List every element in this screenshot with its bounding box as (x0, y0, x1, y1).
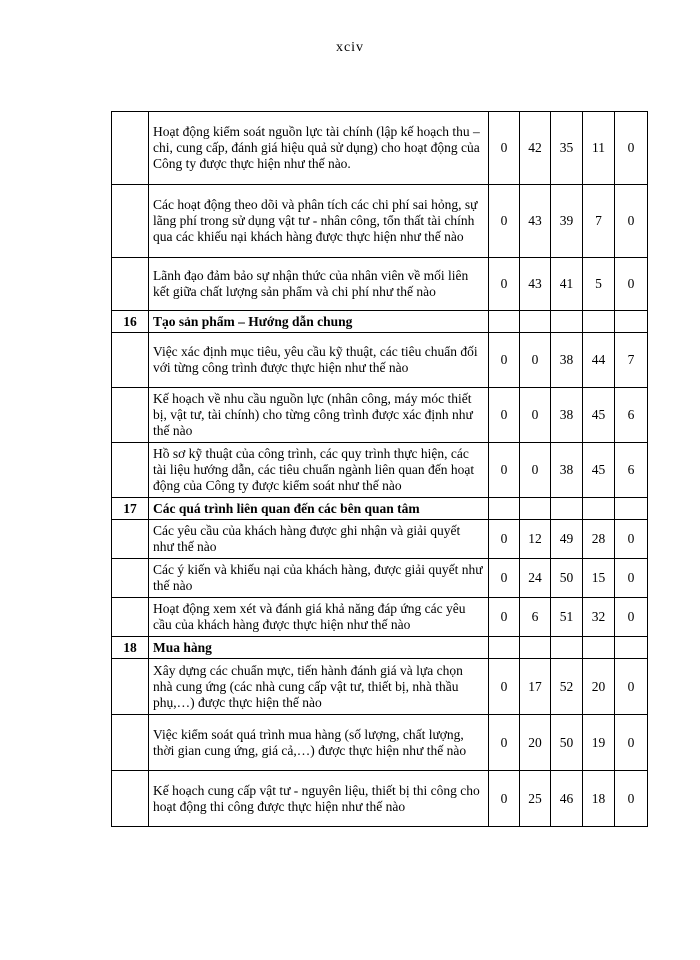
empty-cell (551, 498, 583, 520)
response-count: 11 (583, 112, 615, 185)
response-count: 20 (520, 715, 551, 771)
response-count: 12 (520, 520, 551, 559)
response-count: 7 (583, 185, 615, 258)
response-count: 0 (489, 715, 520, 771)
question-text: Việc xác định mục tiêu, yêu cầu kỹ thuật, các tiêu chuẩn đối với từng công trình được thực hiện như thế nào (149, 333, 489, 388)
number-cell (112, 659, 149, 715)
section-row (112, 311, 648, 333)
survey-table-body (112, 112, 648, 827)
response-count: 0 (520, 388, 551, 443)
question-text: Các hoạt động theo dõi và phân tích các chi phí sai hỏng, sự lãng phí trong sử dụng vật tư - nhân công, tổn thất tài chính qua các khiếu nại khách hàng được thực hiện như thế nào (149, 185, 489, 258)
empty-cell (489, 637, 520, 659)
number-cell (112, 443, 149, 498)
question-text: Xây dựng các chuẩn mực, tiến hành đánh giá và lựa chọn nhà cung ứng (các nhà cung cấp vật tư, thiết bị, nhà thầu phụ,…) được thực hiện thế nào (149, 659, 489, 715)
response-count: 0 (615, 771, 648, 827)
response-count: 0 (520, 333, 551, 388)
response-count: 6 (520, 598, 551, 637)
empty-cell (615, 498, 648, 520)
section-number: 17 (112, 498, 149, 520)
question-text: Hồ sơ kỹ thuật của công trình, các quy trình thực hiện, các tài liệu hướng dẫn, các tiêu chuẩn ngành liên quan đến hoạt động của Công ty được kiểm soát như thế nào (149, 443, 489, 498)
response-count: 6 (615, 388, 648, 443)
response-count: 49 (551, 520, 583, 559)
response-count: 38 (551, 388, 583, 443)
empty-cell (551, 311, 583, 333)
response-count: 0 (489, 185, 520, 258)
response-count: 35 (551, 112, 583, 185)
question-row (112, 112, 648, 185)
response-count: 0 (489, 771, 520, 827)
section-title: Các quá trình liên quan đến các bên quan tâm (149, 498, 489, 520)
question-row (112, 715, 648, 771)
response-count: 42 (520, 112, 551, 185)
response-count: 0 (489, 443, 520, 498)
question-text: Các yêu cầu của khách hàng được ghi nhận và giải quyết như thế nào (149, 520, 489, 559)
question-row (112, 333, 648, 388)
number-cell (112, 598, 149, 637)
number-cell (112, 388, 149, 443)
question-text: Các ý kiến và khiếu nại của khách hàng, được giải quyết như thế nào (149, 559, 489, 598)
response-count: 32 (583, 598, 615, 637)
empty-cell (520, 311, 551, 333)
question-row (112, 771, 648, 827)
response-count: 43 (520, 258, 551, 311)
question-text: Việc kiểm soát quá trình mua hàng (số lượng, chất lượng, thời gian cung ứng, giá cả,…) được thực hiện như thế nào (149, 715, 489, 771)
response-count: 44 (583, 333, 615, 388)
response-count: 50 (551, 559, 583, 598)
response-count: 28 (583, 520, 615, 559)
section-row (112, 637, 648, 659)
empty-cell (520, 637, 551, 659)
response-count: 0 (615, 520, 648, 559)
question-row (112, 258, 648, 311)
response-count: 0 (489, 559, 520, 598)
question-row (112, 520, 648, 559)
response-count: 17 (520, 659, 551, 715)
number-cell (112, 559, 149, 598)
response-count: 0 (615, 559, 648, 598)
response-count: 52 (551, 659, 583, 715)
question-text: Kế hoạch về nhu cầu nguồn lực (nhân công, máy móc thiết bị, vật tư, tài chính) cho từng công trình được xác định như thế nào (149, 388, 489, 443)
response-count: 0 (615, 659, 648, 715)
question-text: Lãnh đạo đảm bảo sự nhận thức của nhân viên về mối liên kết giữa chất lượng sản phẩm và chi phí như thế nào (149, 258, 489, 311)
number-cell (112, 771, 149, 827)
response-count: 19 (583, 715, 615, 771)
response-count: 0 (489, 333, 520, 388)
response-count: 25 (520, 771, 551, 827)
response-count: 0 (615, 715, 648, 771)
number-cell (112, 333, 149, 388)
response-count: 0 (520, 443, 551, 498)
question-text: Hoạt động xem xét và đánh giá khả năng đáp ứng các yêu cầu của khách hàng được thực hiện như thế nào (149, 598, 489, 637)
response-count: 50 (551, 715, 583, 771)
response-count: 20 (583, 659, 615, 715)
response-count: 6 (615, 443, 648, 498)
response-count: 46 (551, 771, 583, 827)
response-count: 38 (551, 333, 583, 388)
response-count: 45 (583, 443, 615, 498)
response-count: 0 (489, 659, 520, 715)
empty-cell (583, 637, 615, 659)
response-count: 0 (489, 520, 520, 559)
section-title: Mua hàng (149, 637, 489, 659)
response-count: 43 (520, 185, 551, 258)
response-count: 0 (615, 258, 648, 311)
section-number: 18 (112, 637, 149, 659)
response-count: 38 (551, 443, 583, 498)
question-row (112, 443, 648, 498)
empty-cell (583, 498, 615, 520)
response-count: 18 (583, 771, 615, 827)
response-count: 0 (489, 112, 520, 185)
number-cell (112, 258, 149, 311)
section-title: Tạo sản phẩm – Hướng dẫn chung (149, 311, 489, 333)
response-count: 0 (615, 112, 648, 185)
survey-table (111, 111, 648, 827)
empty-cell (551, 637, 583, 659)
response-count: 15 (583, 559, 615, 598)
response-count: 0 (615, 598, 648, 637)
number-cell (112, 112, 149, 185)
section-row (112, 498, 648, 520)
empty-cell (520, 498, 551, 520)
question-text: Kế hoạch cung cấp vật tư - nguyên liệu, thiết bị thi công cho hoạt động thi công được thực hiện như thế nào (149, 771, 489, 827)
empty-cell (583, 311, 615, 333)
response-count: 51 (551, 598, 583, 637)
number-cell (112, 715, 149, 771)
number-cell (112, 520, 149, 559)
question-row (112, 598, 648, 637)
empty-cell (615, 311, 648, 333)
empty-cell (489, 498, 520, 520)
response-count: 0 (615, 185, 648, 258)
response-count: 45 (583, 388, 615, 443)
question-row (112, 559, 648, 598)
response-count: 0 (489, 258, 520, 311)
response-count: 39 (551, 185, 583, 258)
question-row (112, 659, 648, 715)
empty-cell (615, 637, 648, 659)
number-cell (112, 185, 149, 258)
response-count: 0 (489, 598, 520, 637)
question-text: Hoạt động kiểm soát nguồn lực tài chính (lập kế hoạch thu – chi, cung cấp, đánh giá hiệu quả sử dụng) cho hoạt động của Công ty được thực hiện như thế nào. (149, 112, 489, 185)
response-count: 24 (520, 559, 551, 598)
question-row (112, 185, 648, 258)
question-row (112, 388, 648, 443)
response-count: 7 (615, 333, 648, 388)
section-number: 16 (112, 311, 149, 333)
empty-cell (489, 311, 520, 333)
response-count: 5 (583, 258, 615, 311)
page-number: xciv (335, 40, 365, 55)
response-count: 41 (551, 258, 583, 311)
response-count: 0 (489, 388, 520, 443)
